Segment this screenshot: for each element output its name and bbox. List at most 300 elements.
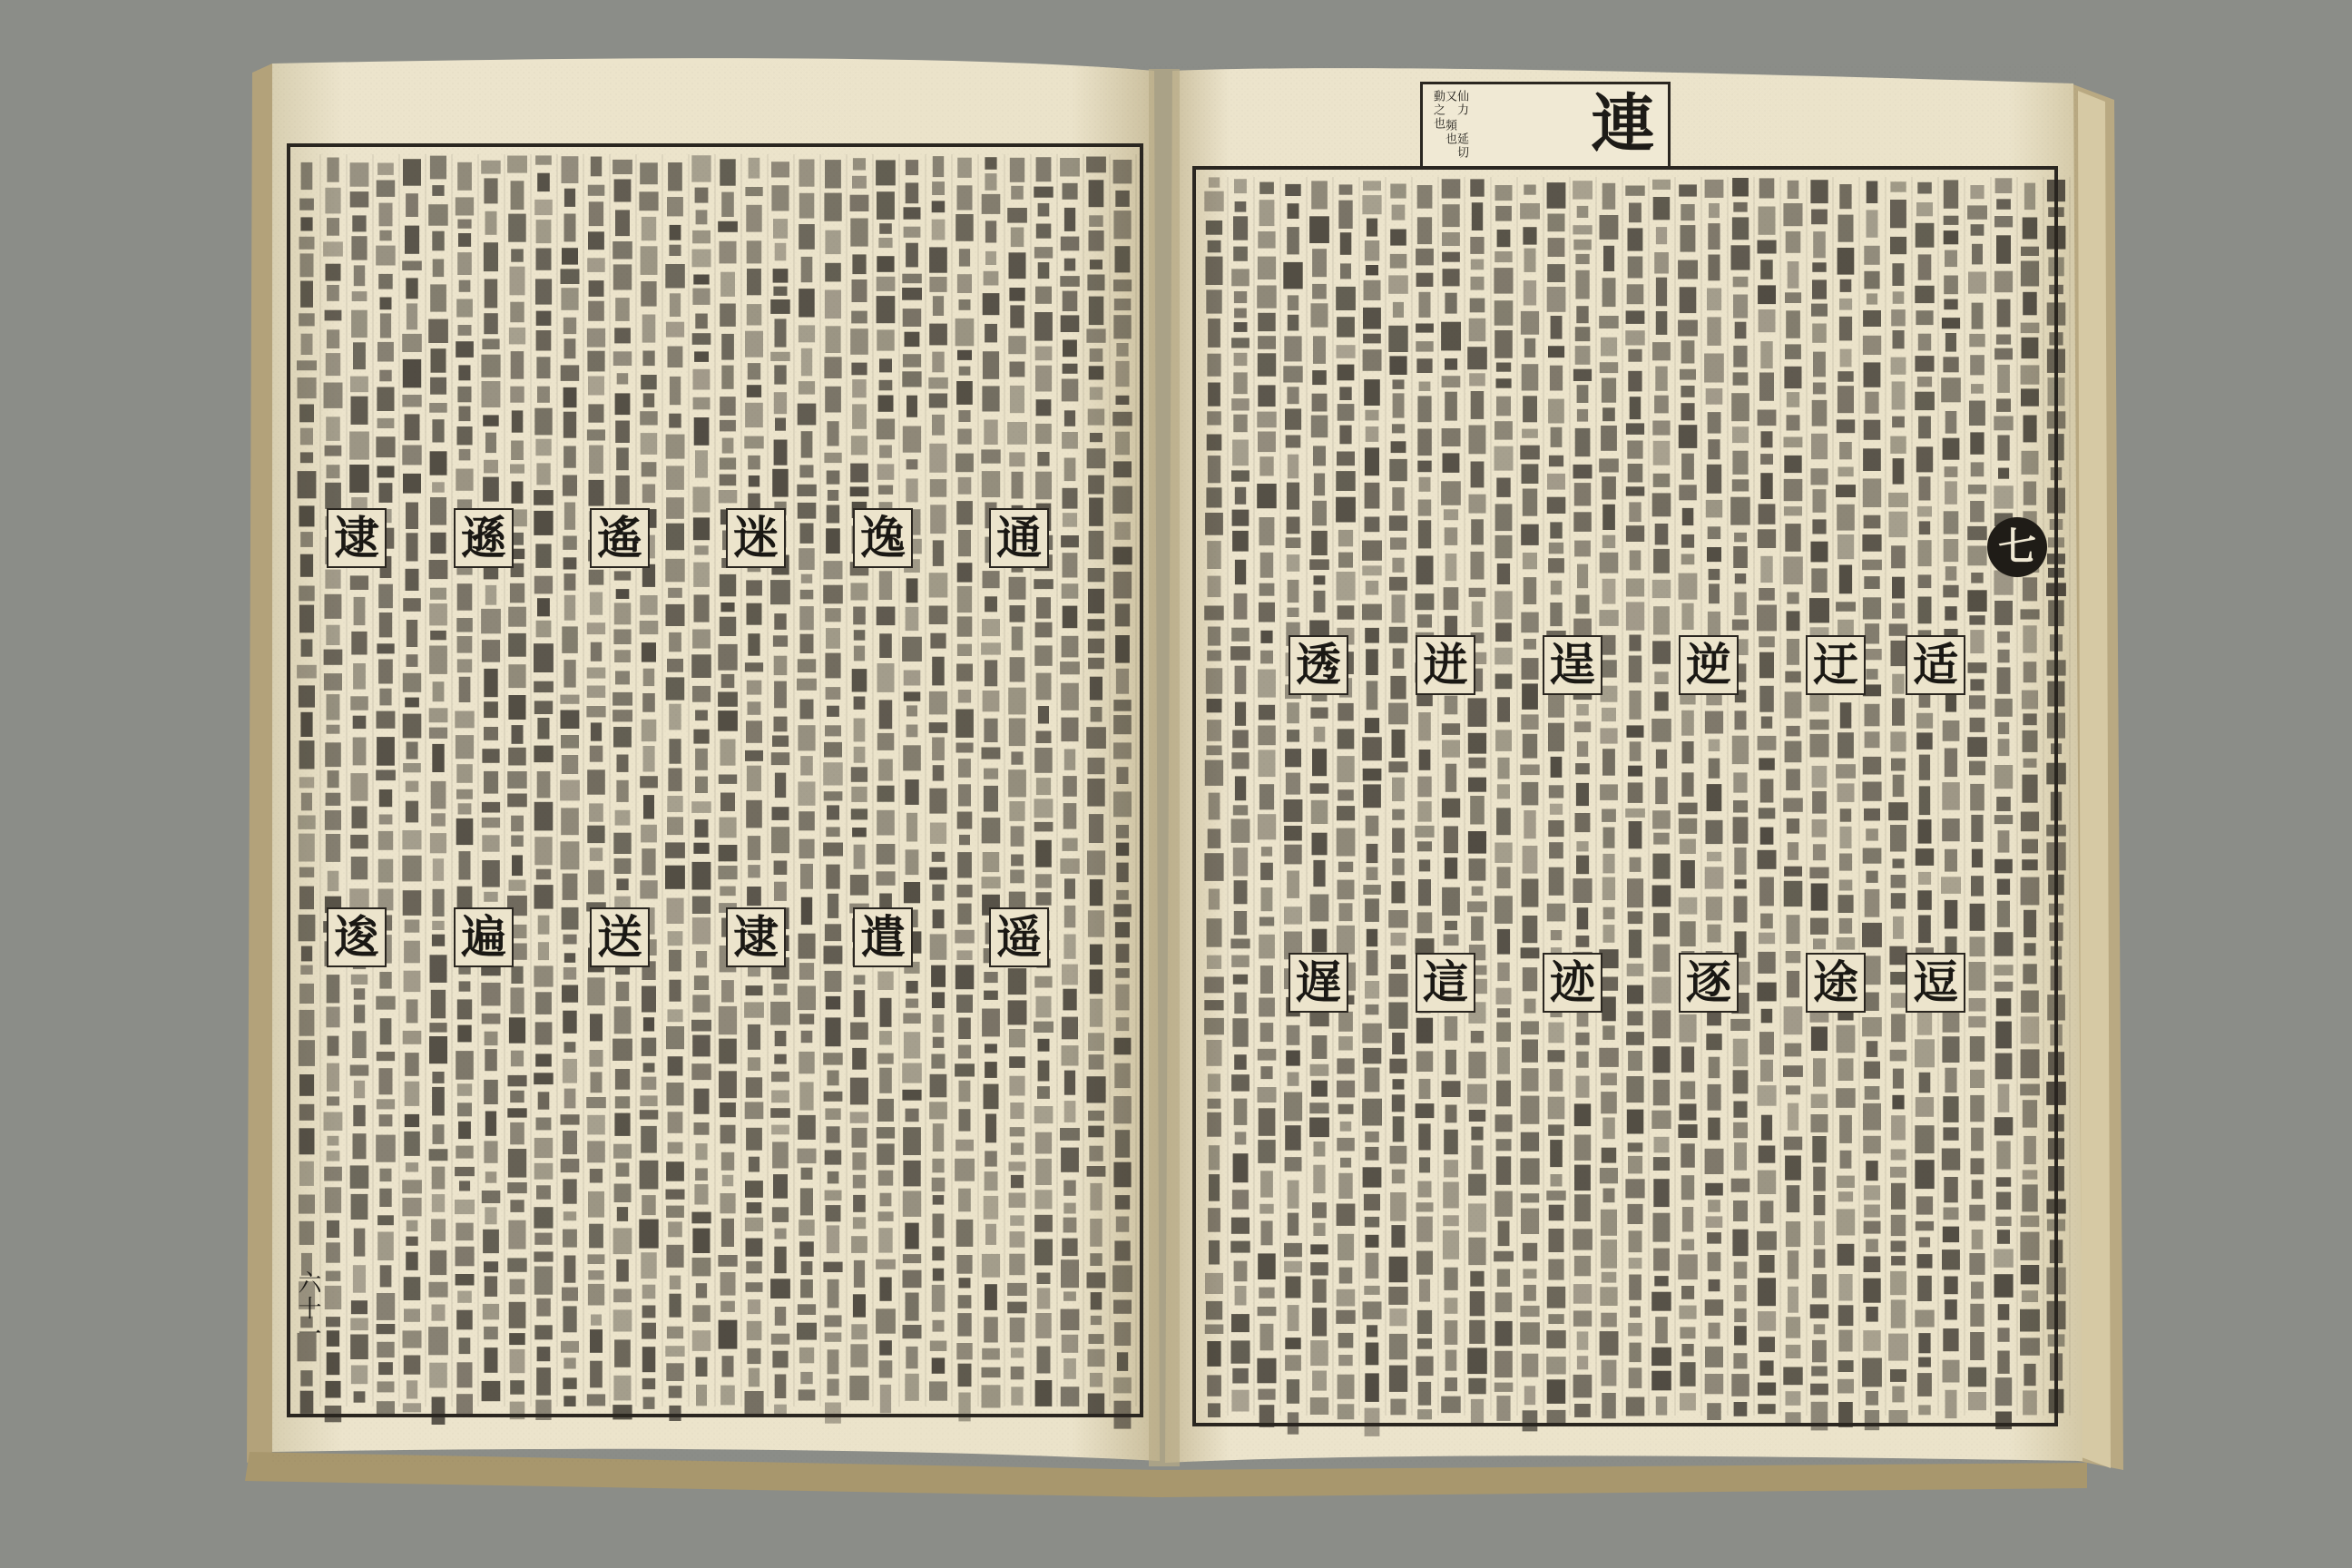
printed-glyph: [1010, 1215, 1024, 1225]
printed-glyph: [1116, 944, 1130, 963]
printed-glyph: [746, 205, 761, 232]
printed-glyph: [1892, 381, 1906, 409]
printed-glyph: [1038, 706, 1049, 724]
printed-glyph: [1550, 1069, 1563, 1092]
printed-glyph: [1996, 235, 2011, 263]
printed-glyph: [1468, 733, 1486, 754]
printed-glyph: [353, 663, 366, 690]
printed-glyph: [642, 462, 657, 476]
printed-glyph: [1945, 466, 1958, 477]
printed-glyph: [1260, 1324, 1274, 1351]
printed-glyph: [1309, 216, 1329, 243]
printed-glyph: [1209, 889, 1220, 910]
printed-glyph: [1652, 421, 1670, 436]
printed-glyph: [1086, 157, 1106, 173]
printed-glyph: [824, 1092, 843, 1102]
printed-glyph: [2049, 285, 2063, 294]
printed-glyph: [2048, 207, 2064, 217]
printed-glyph: [904, 691, 921, 701]
printed-glyph: [510, 1091, 524, 1102]
printed-glyph: [1681, 454, 1694, 480]
printed-glyph: [1943, 1328, 1958, 1351]
printed-glyph: [1364, 1286, 1379, 1295]
printed-glyph: [1994, 485, 2014, 508]
printed-glyph: [983, 691, 1000, 711]
printed-glyph: [666, 1363, 683, 1381]
printed-glyph: [1366, 816, 1379, 837]
printed-glyph: [484, 1141, 497, 1162]
printed-glyph: [510, 1402, 525, 1420]
printed-glyph: [1862, 560, 1882, 571]
printed-glyph: [510, 1380, 524, 1395]
printed-glyph: [1786, 1221, 1800, 1247]
printed-glyph: [299, 685, 315, 707]
printed-glyph: [432, 1072, 444, 1083]
printed-glyph: [457, 583, 473, 611]
printed-glyph: [800, 864, 813, 889]
printed-glyph: [327, 285, 339, 301]
printed-glyph: [1757, 1231, 1777, 1250]
printed-glyph: [1472, 1145, 1484, 1170]
printed-glyph: [534, 965, 553, 986]
printed-glyph: [668, 162, 682, 191]
printed-glyph: [1915, 1160, 1934, 1189]
printed-glyph: [1759, 504, 1776, 524]
printed-glyph: [1759, 652, 1774, 679]
printed-glyph: [1811, 1026, 1828, 1051]
printed-glyph: [1207, 1341, 1220, 1367]
headword-entry: 這: [1416, 953, 1475, 1013]
printed-glyph: [563, 1131, 577, 1154]
printed-glyph: [535, 992, 552, 1014]
printed-glyph: [668, 1112, 683, 1133]
printed-glyph: [1418, 879, 1431, 906]
printed-glyph: [1007, 1283, 1027, 1296]
printed-glyph: [2021, 991, 2039, 1013]
printed-glyph: [1340, 1158, 1351, 1168]
printed-glyph: [456, 469, 473, 491]
printed-glyph: [774, 392, 787, 414]
printed-glyph: [406, 193, 418, 217]
printed-glyph: [850, 486, 869, 496]
printed-glyph: [1840, 1151, 1852, 1169]
printed-glyph: [1681, 1240, 1694, 1251]
printed-glyph: [1628, 349, 1642, 362]
printed-glyph: [402, 1198, 421, 1216]
printed-glyph: [850, 1023, 868, 1040]
printed-glyph: [1258, 385, 1275, 407]
printed-glyph: [642, 217, 656, 240]
printed-glyph: [1602, 635, 1615, 655]
printed-glyph: [770, 1002, 790, 1025]
printed-glyph: [748, 1024, 760, 1050]
printed-glyph: [1627, 725, 1644, 737]
printed-glyph: [1471, 1127, 1483, 1141]
printed-glyph: [985, 596, 997, 612]
printed-glyph: [1838, 215, 1854, 242]
printed-glyph: [1708, 223, 1720, 250]
printed-glyph: [1336, 1310, 1355, 1324]
printed-glyph: [1283, 262, 1302, 289]
printed-glyph: [641, 433, 658, 455]
printed-glyph: [930, 1341, 947, 1352]
printed-glyph: [507, 156, 527, 173]
printed-glyph: [877, 1127, 895, 1139]
printed-glyph: [1944, 539, 1959, 562]
printed-glyph: [955, 1063, 975, 1076]
printed-glyph: [957, 904, 971, 925]
printed-glyph: [824, 453, 841, 463]
printed-glyph: [1112, 486, 1132, 514]
printed-glyph: [1494, 1351, 1513, 1377]
printed-glyph: [616, 589, 630, 599]
printed-glyph: [695, 819, 709, 838]
printed-glyph: [1257, 286, 1277, 309]
printed-glyph: [1629, 821, 1642, 848]
printed-glyph: [1062, 636, 1079, 658]
printed-glyph: [1524, 280, 1536, 306]
printed-glyph: [1919, 521, 1930, 534]
printed-glyph: [1731, 1179, 1750, 1192]
printed-glyph: [402, 856, 421, 882]
printed-glyph: [827, 1225, 839, 1253]
printed-glyph: [1600, 1331, 1619, 1356]
printed-glyph: [1890, 1167, 1906, 1178]
printed-glyph: [642, 315, 656, 343]
printed-glyph: [1392, 1094, 1405, 1112]
printed-glyph: [1601, 338, 1617, 357]
printed-glyph: [1063, 838, 1078, 851]
printed-glyph: [983, 293, 1000, 315]
printed-glyph: [1309, 559, 1329, 570]
printed-glyph: [1523, 916, 1538, 943]
printed-glyph: [1576, 856, 1589, 875]
printed-glyph: [827, 505, 840, 524]
printed-glyph: [1758, 1085, 1777, 1106]
printed-glyph: [906, 1109, 919, 1122]
printed-glyph: [906, 182, 919, 203]
printed-glyph: [299, 867, 314, 877]
printed-glyph: [562, 1288, 578, 1301]
printed-glyph: [1943, 1127, 1958, 1140]
printed-glyph: [665, 866, 685, 889]
printed-glyph: [958, 530, 971, 556]
printed-glyph: [1471, 552, 1485, 580]
printed-glyph: [877, 607, 896, 626]
printed-glyph: [1783, 1367, 1802, 1386]
printed-glyph: [1497, 697, 1510, 721]
printed-glyph: [1917, 1010, 1932, 1034]
printed-glyph: [1600, 215, 1619, 240]
printed-glyph: [932, 738, 945, 761]
printed-glyph: [1390, 230, 1406, 246]
printed-glyph: [982, 1348, 1000, 1360]
printed-glyph: [1734, 897, 1748, 923]
printed-glyph: [1865, 704, 1880, 727]
printed-glyph: [534, 701, 553, 714]
printed-glyph: [1469, 1110, 1485, 1122]
printed-glyph: [1573, 878, 1592, 903]
printed-glyph: [1734, 1285, 1747, 1301]
printed-glyph: [1471, 916, 1484, 941]
printed-glyph: [642, 1378, 656, 1389]
printed-glyph: [299, 505, 315, 526]
printed-glyph: [1997, 1351, 2009, 1374]
printed-glyph: [1709, 1323, 1720, 1339]
printed-glyph: [1367, 867, 1378, 881]
printed-glyph: [1862, 782, 1881, 801]
printed-glyph: [745, 1102, 764, 1119]
printed-glyph: [691, 1212, 710, 1224]
printed-glyph: [801, 1168, 813, 1180]
printed-glyph: [1576, 1052, 1588, 1068]
printed-glyph: [827, 421, 838, 446]
printed-glyph: [1759, 933, 1775, 945]
printed-glyph: [1706, 897, 1722, 920]
printed-glyph: [2047, 713, 2065, 739]
printed-glyph: [1705, 711, 1723, 734]
printed-glyph: [1891, 1240, 1906, 1251]
printed-glyph: [1312, 929, 1328, 953]
printed-glyph: [1207, 918, 1222, 946]
printed-glyph: [1419, 477, 1431, 492]
printed-glyph: [328, 1036, 339, 1056]
printed-glyph: [2023, 713, 2036, 725]
printed-glyph: [1314, 591, 1326, 612]
printed-glyph: [561, 735, 579, 749]
printed-glyph: [696, 1357, 708, 1377]
printed-glyph: [1365, 1132, 1379, 1142]
printed-glyph: [772, 736, 789, 747]
printed-glyph: [482, 1014, 501, 1024]
printed-glyph: [692, 917, 710, 945]
printed-glyph: [1445, 696, 1458, 715]
printed-glyph: [299, 1040, 315, 1066]
printed-glyph: [640, 1161, 659, 1190]
printed-glyph: [1259, 200, 1275, 226]
printed-glyph: [1113, 904, 1132, 916]
printed-glyph: [1812, 519, 1826, 534]
printed-glyph: [825, 1403, 841, 1424]
printed-glyph: [982, 1367, 1001, 1377]
printed-glyph: [720, 159, 735, 185]
printed-glyph: [668, 1009, 683, 1022]
printed-glyph: [1010, 1231, 1025, 1248]
printed-glyph: [826, 865, 839, 889]
printed-glyph: [1207, 651, 1221, 662]
printed-glyph: [1656, 1396, 1667, 1416]
printed-glyph: [404, 1132, 420, 1156]
printed-glyph: [614, 328, 631, 343]
printed-glyph: [641, 1252, 656, 1279]
printed-glyph: [1994, 699, 2013, 717]
printed-glyph: [854, 646, 865, 662]
printed-glyph: [1862, 923, 1882, 947]
printed-glyph: [1257, 1358, 1276, 1384]
printed-glyph: [745, 662, 763, 671]
printed-glyph: [2048, 600, 2064, 626]
printed-glyph: [1417, 777, 1431, 798]
printed-glyph: [746, 800, 762, 828]
printed-glyph: [1522, 683, 1538, 710]
printed-glyph: [1416, 273, 1434, 287]
printed-glyph: [1061, 237, 1080, 251]
printed-glyph: [535, 1022, 553, 1044]
printed-glyph: [1417, 217, 1432, 244]
printed-glyph: [718, 1255, 737, 1267]
printed-glyph: [1708, 439, 1720, 459]
printed-glyph: [1087, 1166, 1106, 1177]
printed-glyph: [826, 326, 841, 353]
printed-glyph: [2051, 946, 2062, 960]
printed-glyph: [694, 545, 708, 554]
printed-glyph: [1114, 1401, 1132, 1429]
printed-glyph: [1288, 1305, 1299, 1331]
printed-glyph: [1522, 782, 1539, 806]
printed-glyph: [1363, 1048, 1382, 1063]
printed-glyph: [877, 972, 893, 991]
printed-glyph: [459, 1181, 470, 1191]
printed-glyph: [1337, 1289, 1356, 1307]
printed-glyph: [354, 1081, 365, 1099]
printed-glyph: [1114, 1063, 1130, 1088]
printed-glyph: [2024, 1364, 2035, 1386]
printed-glyph: [1788, 1103, 1798, 1131]
printed-glyph: [484, 1261, 498, 1272]
printed-glyph: [957, 885, 973, 897]
printed-glyph: [590, 1050, 603, 1067]
printed-glyph: [879, 358, 892, 372]
printed-glyph: [2021, 1265, 2039, 1284]
printed-glyph: [564, 503, 575, 530]
printed-glyph: [1445, 921, 1457, 930]
printed-glyph: [1208, 627, 1220, 646]
printed-glyph: [1010, 1318, 1025, 1342]
printed-glyph: [982, 1009, 1000, 1037]
printed-glyph: [1235, 1132, 1247, 1144]
printed-glyph: [483, 415, 499, 426]
printed-glyph: [1312, 501, 1327, 526]
printed-glyph: [1469, 426, 1486, 455]
printed-glyph: [798, 781, 815, 805]
printed-glyph: [1575, 763, 1590, 774]
printed-glyph: [1497, 963, 1509, 982]
printed-glyph: [1785, 1156, 1801, 1181]
printed-glyph: [538, 942, 549, 960]
printed-glyph: [1088, 1033, 1104, 1051]
printed-glyph: [377, 466, 395, 477]
printed-glyph: [379, 612, 392, 637]
printed-glyph: [692, 333, 711, 345]
printed-glyph: [534, 681, 554, 692]
printed-glyph: [1862, 1017, 1882, 1036]
printed-glyph: [432, 482, 445, 492]
printed-glyph: [1972, 1230, 1984, 1250]
printed-glyph: [1733, 1353, 1747, 1368]
printed-glyph: [1655, 1317, 1668, 1343]
printed-glyph: [692, 289, 710, 305]
printed-glyph: [1785, 524, 1800, 552]
printed-glyph: [1630, 397, 1642, 419]
printed-glyph: [507, 771, 527, 789]
headword-entry: 逐: [1679, 953, 1739, 1013]
printed-glyph: [825, 1333, 842, 1342]
printed-glyph: [799, 193, 815, 219]
printed-glyph: [666, 497, 684, 519]
printed-glyph: [852, 828, 867, 837]
printed-glyph: [1602, 1360, 1617, 1387]
printed-glyph: [591, 642, 602, 662]
printed-glyph: [1627, 1110, 1644, 1134]
printed-glyph: [508, 633, 526, 657]
printed-glyph: [1365, 981, 1379, 999]
printed-glyph: [562, 985, 578, 1003]
printed-glyph: [1943, 1096, 1958, 1122]
printed-glyph: [1339, 387, 1351, 400]
printed-glyph: [1442, 179, 1461, 198]
printed-glyph: [1813, 352, 1826, 377]
printed-glyph: [429, 603, 447, 625]
printed-glyph: [1284, 799, 1303, 822]
printed-glyph: [402, 830, 421, 849]
printed-glyph: [406, 533, 417, 561]
printed-glyph: [1338, 862, 1353, 872]
printed-glyph: [720, 304, 736, 327]
printed-glyph: [563, 935, 576, 945]
printed-glyph: [958, 1295, 972, 1308]
printed-glyph: [1520, 1158, 1539, 1184]
printed-glyph: [354, 988, 365, 1000]
printed-glyph: [1705, 867, 1724, 888]
printed-glyph: [719, 1071, 737, 1098]
printed-glyph: [1086, 727, 1106, 749]
printed-glyph: [799, 381, 815, 395]
printed-glyph: [903, 309, 922, 327]
printed-glyph: [457, 252, 472, 275]
printed-glyph: [2047, 1301, 2066, 1329]
printed-glyph: [1367, 950, 1378, 975]
printed-glyph: [1258, 1049, 1277, 1061]
printed-glyph: [746, 1282, 763, 1292]
printed-glyph: [299, 586, 314, 602]
printed-glyph: [1009, 288, 1024, 301]
printed-glyph: [985, 251, 996, 265]
printed-glyph: [1996, 199, 2011, 210]
printed-glyph: [1495, 674, 1513, 690]
printed-glyph: [1602, 996, 1616, 1021]
printed-glyph: [1734, 593, 1747, 616]
printed-glyph: [511, 836, 524, 848]
printed-glyph: [1010, 386, 1024, 413]
printed-glyph: [1009, 1254, 1024, 1276]
printed-glyph: [719, 1039, 737, 1064]
printed-glyph: [536, 463, 550, 485]
printed-glyph: [484, 892, 498, 902]
printed-glyph: [1546, 1330, 1565, 1348]
printed-glyph: [1522, 1040, 1538, 1063]
printed-glyph: [1365, 1373, 1379, 1402]
printed-glyph: [1469, 858, 1486, 880]
printed-glyph: [1915, 1039, 1935, 1067]
printed-glyph: [299, 405, 314, 423]
printed-glyph: [1034, 187, 1053, 198]
printed-glyph: [564, 1211, 576, 1220]
printed-glyph: [405, 1053, 419, 1076]
printed-glyph: [825, 290, 841, 319]
printed-glyph: [1061, 683, 1079, 710]
printed-glyph: [1680, 839, 1696, 855]
printed-glyph: [456, 1223, 473, 1241]
